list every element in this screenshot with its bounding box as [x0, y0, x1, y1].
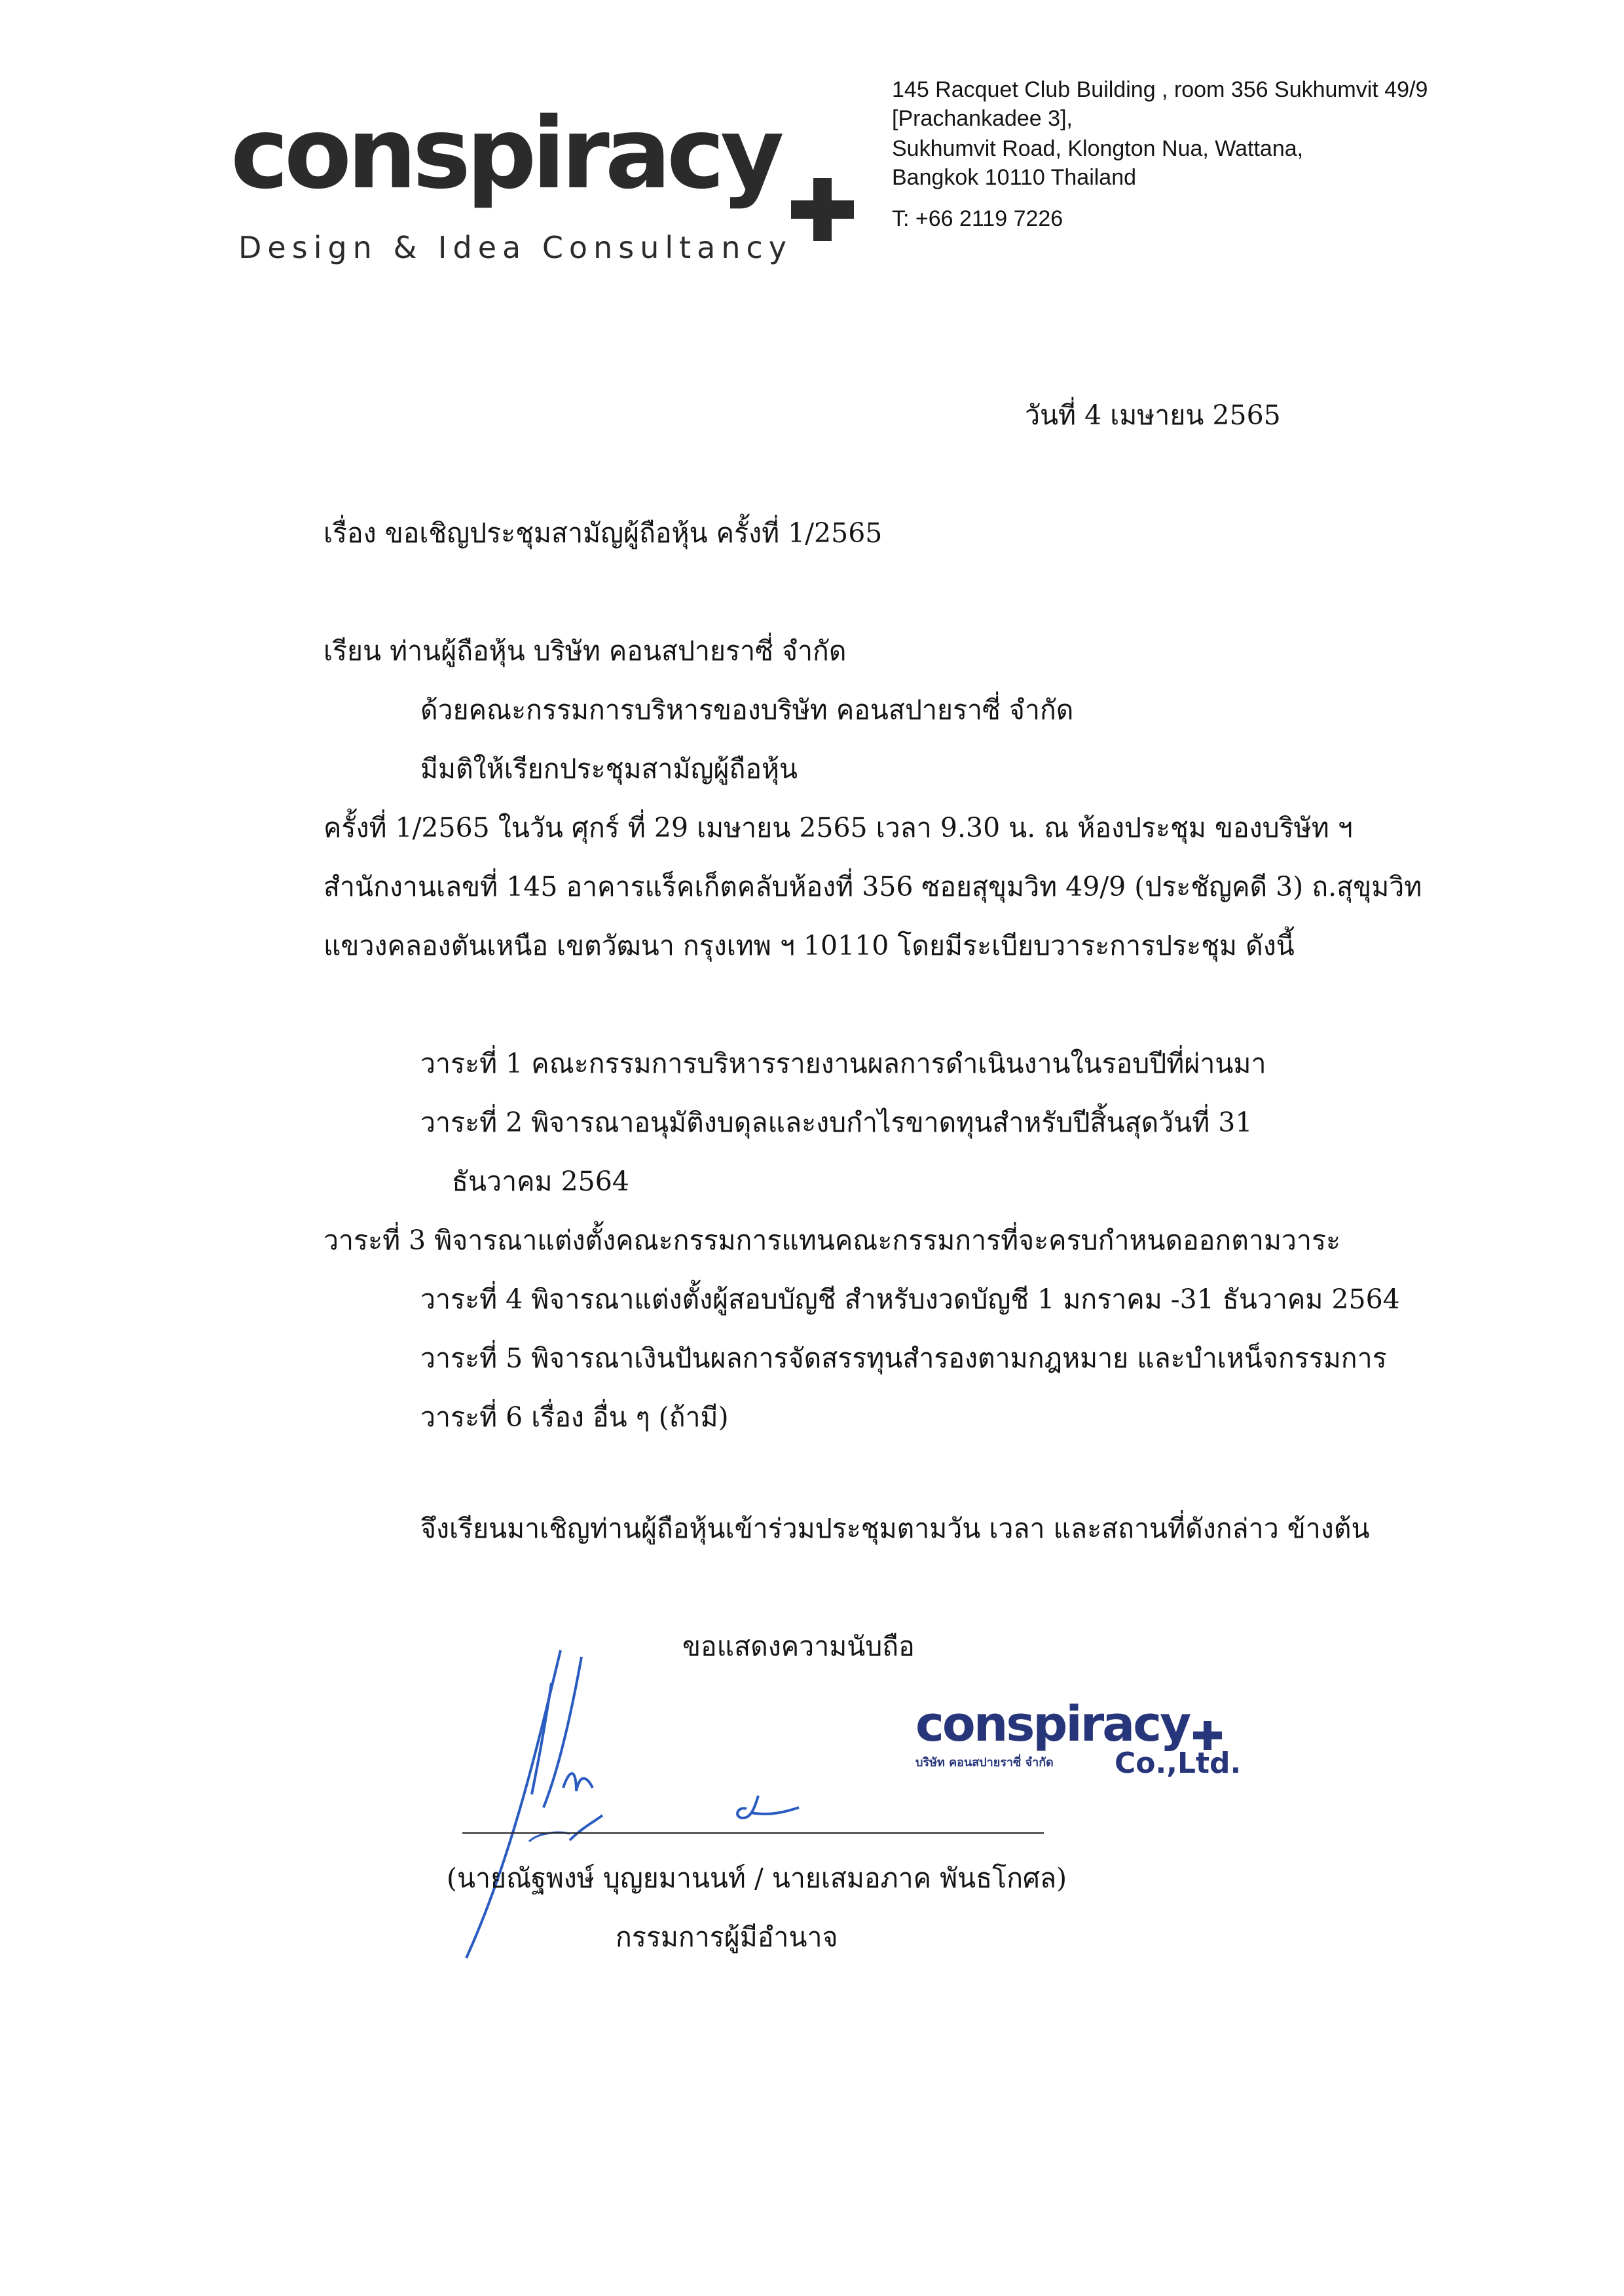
logo-plus-icon — [791, 178, 854, 241]
agenda-item-4: วาระที่ 4 พิจารณาแต่งตั้งผู้สอบบัญชี สำหรับงวดบัญชี 1 มกราคม -31 ธันวาคม 2564 — [420, 1284, 1400, 1315]
address-line-3: Sukhumvit Road, Klongton Nua, Wattana, — [892, 136, 1304, 161]
agenda-item-2-continued: ธันวาคม 2564 — [452, 1166, 629, 1197]
signatory-title: กรรมการผู้มีอำนาจ — [616, 1921, 838, 1953]
body-line-2: มีมติให้เรียกประชุมสามัญผู้ถือหุ้น — [420, 753, 798, 785]
agenda-item-1: วาระที่ 1 คณะกรรมการบริหารรายงานผลการดำเนินงานในรอบปีที่ผ่านมา — [420, 1048, 1266, 1079]
address-line-2: [Prachankadee 3], — [892, 106, 1073, 131]
agenda-item-6: วาระที่ 6 เรื่อง อื่น ๆ (ถ้ามี) — [420, 1401, 729, 1433]
signature-line — [462, 1832, 1044, 1834]
agenda-item-5: วาระที่ 5 พิจารณาเงินปันผลการจัดสรรทุนสำรองตามกฎหมาย และบำเหน็จกรรมการ — [420, 1342, 1387, 1374]
company-logo: conspiracy — [231, 97, 780, 211]
body-line-5: แขวงคลองตันเหนือ เขตวัฒนา กรุงเทพ ฯ 10110 โดยมีระเบียบวาระการประชุม ดังนี้ — [323, 930, 1295, 961]
body-line-4: สำนักงานเลขที่ 145 อาคารแร็คเก็ตคลับห้องที่ 356 ซอยสุขุมวิท 49/9 (ประชัญคดี 3) ถ.สุขุมวิท — [323, 871, 1422, 902]
stamp-thai-name: บริษัท คอนสปายราซี่ จำกัด — [915, 1756, 1054, 1769]
letter-salutation: เรียน ท่านผู้ถือหุ้น บริษัท คอนสปายราซี่ จำกัด — [323, 635, 847, 667]
address-line-1: 145 Racquet Club Building , room 356 Sukhumvit 49/9 — [892, 77, 1428, 102]
complimentary-close: ขอแสดงความนับถือ — [682, 1631, 915, 1662]
company-stamp-logo: conspiracy — [915, 1696, 1190, 1752]
stamp-company-suffix: Co.,Ltd. — [1115, 1747, 1242, 1780]
logo-tagline: Design & Idea Consultancy — [238, 230, 793, 265]
letter-date: วันที่ 4 เมษายน 2565 — [1025, 399, 1281, 431]
letter-subject: เรื่อง ขอเชิญประชุมสามัญผู้ถือหุ้น ครั้งที่ 1/2565 — [323, 517, 883, 549]
phone-number: T: +66 2119 7226 — [892, 206, 1063, 231]
agenda-item-2: วาระที่ 2 พิจารณาอนุมัติงบดุลและงบกำไรขาดทุนสำหรับปีสิ้นสุดวันที่ 31 — [420, 1107, 1253, 1138]
address-line-4: Bangkok 10110 Thailand — [892, 165, 1137, 190]
body-line-1: ด้วยคณะกรรมการบริหารของบริษัท คอนสปายราซี่ จำกัด — [420, 694, 1074, 726]
closing-paragraph: จึงเรียนมาเชิญท่านผู้ถือหุ้นเข้าร่วมประชุมตามวัน เวลา และสถานที่ดังกล่าว ข้างต้น — [420, 1513, 1370, 1544]
signatory-names: (นายณัฐพงษ์ บุญยมานนท์ / นายเสมอภาค พันธโกศล) — [447, 1862, 1067, 1894]
agenda-item-3: วาระที่ 3 พิจารณาแต่งตั้งคณะกรรมการแทนคณะกรรมการที่จะครบกำหนดออกตามวาระ — [323, 1225, 1341, 1256]
body-line-3: ครั้งที่ 1/2565 ในวัน ศุกร์ ที่ 29 เมษายน 2565 เวลา 9.30 น. ณ ห้องประชุม ของบริษัท ฯ — [323, 812, 1353, 843]
stamp-plus-icon — [1193, 1721, 1222, 1750]
